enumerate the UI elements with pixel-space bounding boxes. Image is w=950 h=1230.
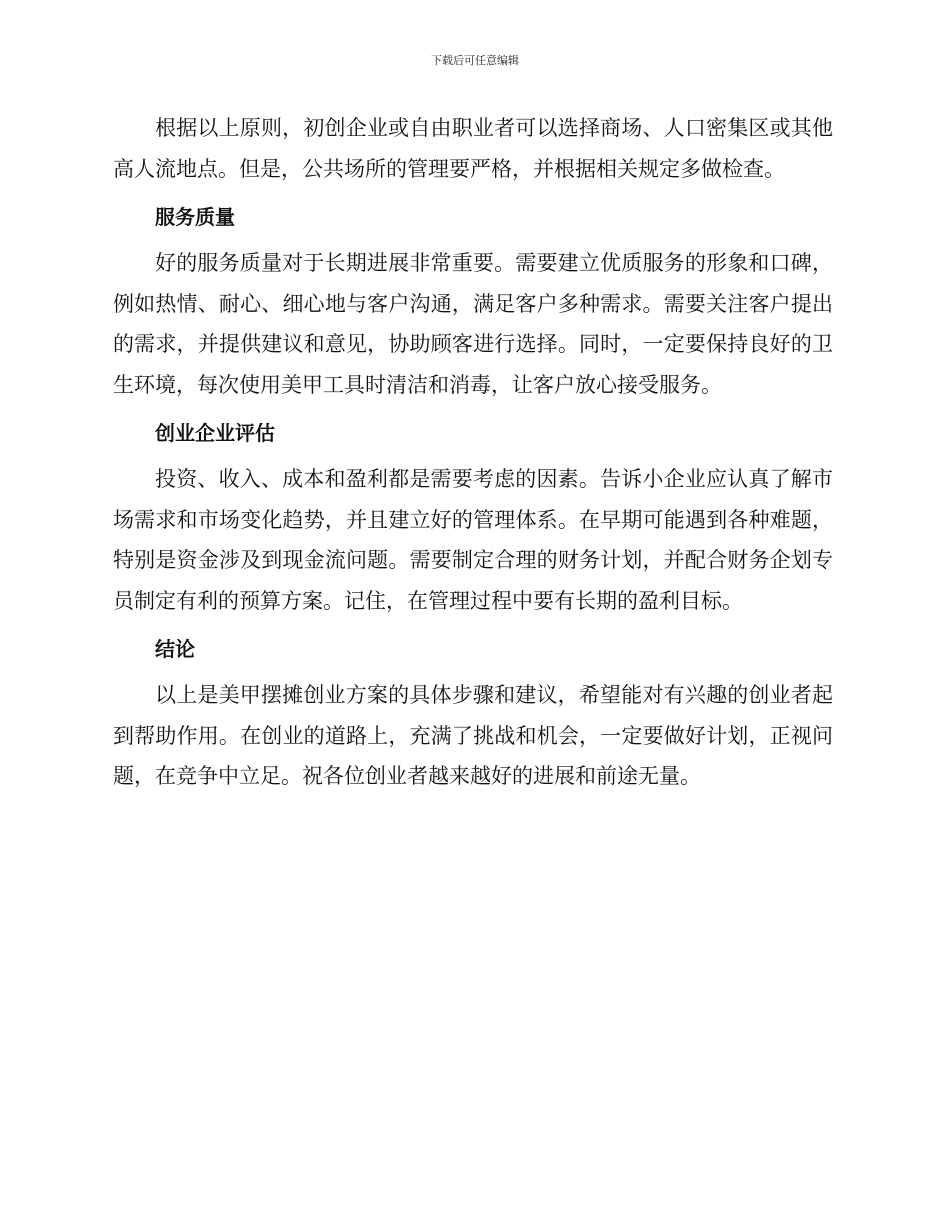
- evaluation-heading: 创业企业评估: [155, 421, 275, 445]
- document-body: [113, 108, 833, 797]
- header-note: 下载后可任意编辑: [431, 54, 519, 67]
- conclusion-heading: 结论: [155, 637, 195, 661]
- service-heading: 服务质量: [155, 205, 235, 229]
- service-paragraph: 好的服务质量对于长期进展非常重要。需要建立优质服务的形象和口碑，例如热情、耐心、细心地与客户沟通，满足客户多种需求。需要关注客户提出的需求，并提供建议和意见，协助顾客进行选择。同时，一定要保持良好的卫生环境，每次使用美甲工具时清洁和消毒，让客户放心接受服务。: [113, 251, 833, 397]
- intro-paragraph: 根据以上原则，初创企业或自由职业者可以选择商场、人口密集区或其他高人流地点。但是，公共场所的管理要严格，并根据相关规定多做检查。: [113, 116, 833, 181]
- evaluation-paragraph: 投资、收入、成本和盈利都是需要考虑的因素。告诉小企业应认真了解市场需求和市场变化趋势，并且建立好的管理体系。在早期可能遇到各种难题，特别是资金涉及到现金流问题。需要制定合理的财务计划，并配合财务企划专员制定有利的预算方案。记住，在管理过程中要有长期的盈利目标。: [113, 467, 833, 613]
- conclusion-paragraph: 以上是美甲摆摊创业方案的具体步骤和建议，希望能对有兴趣的创业者起到帮助作用。在创业的道路上，充满了挑战和机会，一定要做好计划，正视问题，在竞争中立足。祝各位创业者越来越好的进展和前途无量。: [113, 683, 833, 788]
